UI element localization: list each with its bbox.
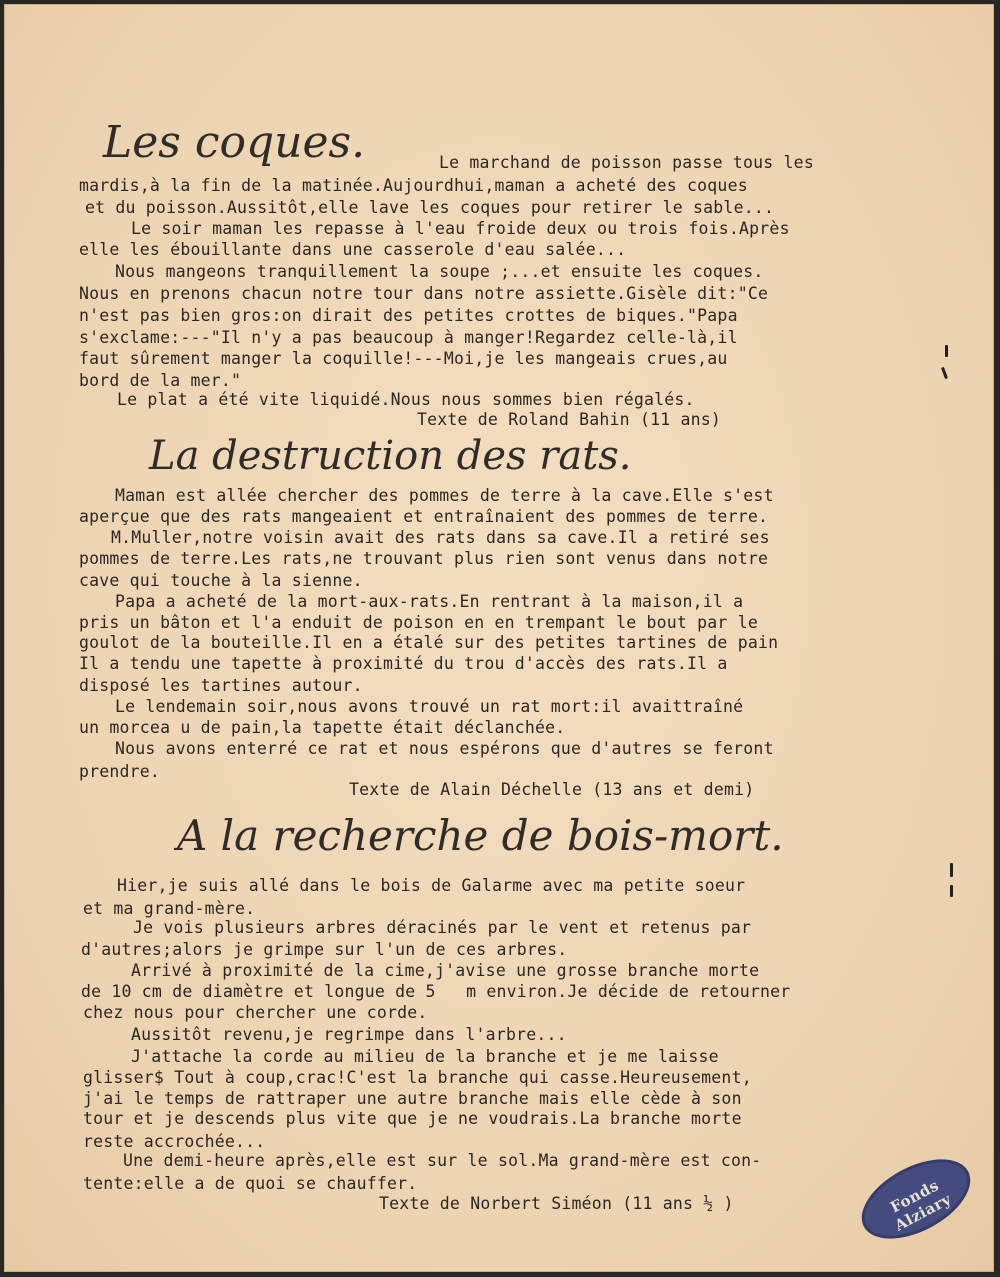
margin-mark bbox=[945, 345, 948, 357]
author-signature: Texte de Alain Déchelle (13 ans et demi) bbox=[349, 780, 755, 799]
margin-mark bbox=[950, 863, 953, 877]
section-title-bois-mort: A la recherche de bois-mort. bbox=[177, 811, 784, 860]
text-line: de 10 cm de diamètre et longue de 5 m environ.Je décide de retourner bbox=[81, 982, 791, 1001]
text-line: faut sûrement manger la coquille!---Moi,je les mangeais crues,au bbox=[79, 349, 728, 368]
text-line: glisser$ Tout à coup,crac!C'est la branche qui casse.Heureusement, bbox=[83, 1068, 752, 1087]
section-title-rats: La destruction des rats. bbox=[149, 433, 632, 479]
text-line: d'autres;alors je grimpe sur l'un de ces arbres. bbox=[81, 940, 568, 959]
text-line: Nous avons enterré ce rat et nous espérons que d'autres se feront bbox=[115, 739, 774, 758]
section-title-coques: Les coques. bbox=[103, 117, 366, 168]
text-line: n'est pas bien gros:on dirait des petites crottes de biques."Papa bbox=[79, 306, 738, 325]
text-line: Le plat a été vite liquidé.Nous nous sommes bien régalés. bbox=[117, 390, 695, 409]
text-line: tour et je descends plus vite que je ne voudrais.La branche morte bbox=[83, 1109, 742, 1128]
text-line: Nous en prenons chacun notre tour dans notre assiette.Gisèle dit:"Ce bbox=[79, 284, 769, 303]
text-line: tente:elle a de quoi se chauffer. bbox=[83, 1174, 418, 1193]
text-line: goulot de la bouteille.Il en a étalé sur des petites tartines de pain bbox=[79, 633, 779, 652]
text-line: prendre. bbox=[79, 762, 161, 781]
text-line: chez nous pour chercher une corde. bbox=[83, 1003, 428, 1022]
text-line: aperçue que des rats mangeaient et entraînaient des pommes de terre. bbox=[79, 507, 769, 526]
text-line: et du poisson.Aussitôt,elle lave les coques pour retirer le sable... bbox=[85, 198, 775, 217]
text-line: Le soir maman les repasse à l'eau froide deux ou trois fois.Après bbox=[131, 219, 790, 238]
archive-stamp bbox=[849, 1143, 983, 1255]
text-line: Arrivé à proximité de la cime,j'avise une grosse branche morte bbox=[131, 961, 760, 980]
text-line: et ma grand-mère. bbox=[83, 899, 256, 918]
text-line: Papa a acheté de la mort-aux-rats.En rentrant à la maison,il a bbox=[115, 592, 744, 611]
text-line: cave qui touche à la sienne. bbox=[79, 571, 363, 590]
stamp-text: Fonds Alziary bbox=[887, 1176, 955, 1235]
text-line: Je vois plusieurs arbres déracinés par le vent et retenus par bbox=[133, 918, 752, 937]
text-line: s'exclame:---"Il n'y a pas beaucoup à manger!Regardez celle-là,il bbox=[79, 328, 738, 347]
text-line: Aussitôt revenu,je regrimpe dans l'arbre... bbox=[131, 1025, 567, 1044]
document-page bbox=[4, 4, 994, 1272]
text-line: j'ai le temps de rattraper une autre branche mais elle cède à son bbox=[83, 1089, 742, 1108]
text-line: Hier,je suis allé dans le bois de Galarme avec ma petite soeur bbox=[117, 876, 746, 895]
margin-mark bbox=[941, 367, 948, 379]
text-line: Nous mangeons tranquillement la soupe ;...et ensuite les coques. bbox=[115, 262, 764, 281]
text-line: pommes de terre.Les rats,ne trouvant plus rien sont venus dans notre bbox=[79, 549, 769, 568]
margin-mark bbox=[950, 885, 953, 897]
text-line: Une demi-heure après,elle est sur le sol.Ma grand-mère est con- bbox=[123, 1151, 762, 1170]
text-line: reste accrochée... bbox=[83, 1132, 266, 1151]
text-line: mardis,à la fin de la matinée.Aujourdhui,maman a acheté des coques bbox=[79, 176, 748, 195]
text-line: Le marchand de poisson passe tous les bbox=[439, 153, 814, 172]
author-signature: Texte de Norbert Siméon (11 ans ½ ) bbox=[379, 1194, 734, 1213]
text-line: Maman est allée chercher des pommes de terre à la cave.Elle s'est bbox=[115, 486, 774, 505]
text-line: J'attache la corde au milieu de la branche et je me laisse bbox=[131, 1047, 719, 1066]
text-line: un morcea u de pain,la tapette était déclanchée. bbox=[79, 718, 566, 737]
text-line: Il a tendu une tapette à proximité du trou d'accès des rats.Il a bbox=[79, 654, 728, 673]
text-line: disposé les tartines autour. bbox=[79, 676, 363, 695]
text-line: Le lendemain soir,nous avons trouvé un rat mort:il avaittraîné bbox=[115, 697, 744, 716]
author-signature: Texte de Roland Bahin (11 ans) bbox=[417, 410, 722, 429]
text-line: pris un bâton et l'a enduit de poison en en trempant le bout par le bbox=[79, 613, 758, 632]
text-line: bord de la mer." bbox=[79, 371, 242, 390]
text-line: M.Muller,notre voisin avait des rats dans sa cave.Il a retiré ses bbox=[111, 528, 770, 547]
text-line: elle les ébouillante dans une casserole d'eau salée... bbox=[79, 240, 627, 259]
